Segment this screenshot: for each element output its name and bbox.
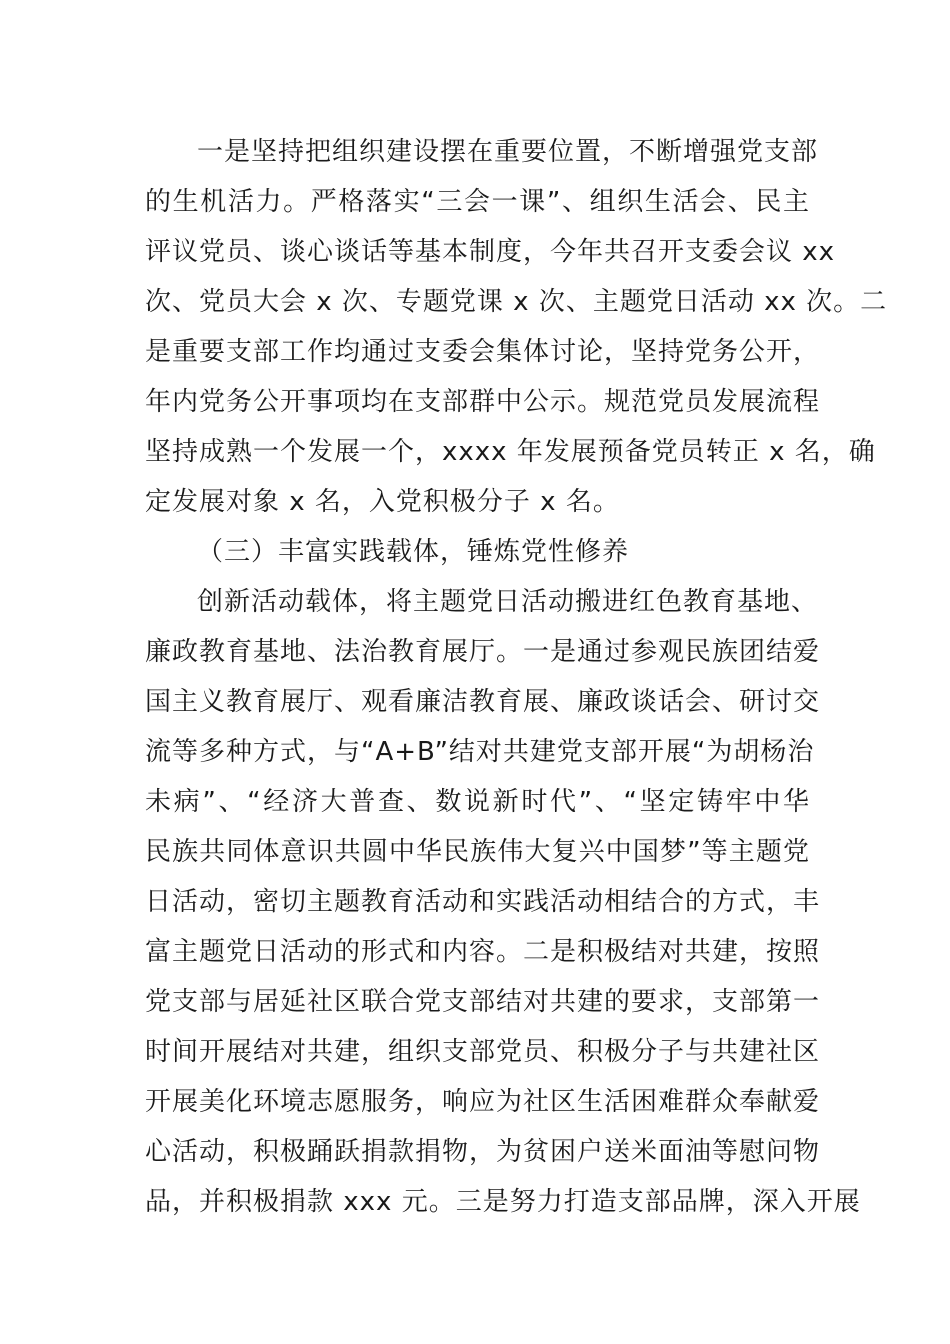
text-line: 的生机活力。严格落实“三会一课”、组织生活会、民主 (145, 187, 810, 217)
text-line: 日活动，密切主题教育活动和实践活动相结合的方式，丰 (145, 887, 821, 917)
text-line: 未病”、“经济大普查、数说新时代”、“坚定铸牢中华 (145, 787, 810, 817)
text-line: 坚持成熟一个发展一个，xxxx 年发展预备党员转正 x 名，确 (145, 437, 876, 467)
text-line: 开展美化环境志愿服务，响应为社区生活困难群众奉献爱 (145, 1087, 821, 1117)
text-line: 心活动，积极踊跃捐款捐物，为贫困户送米面油等慰问物 (145, 1137, 821, 1167)
text-line: 流等多种方式，与“A+B”结对共建党支部开展“为胡杨治 (145, 737, 815, 767)
text-line: 评议党员、谈心谈话等基本制度，今年共召开支委会议 xx (145, 237, 836, 267)
text-line: 是重要支部工作均通过支委会集体讨论，坚持党务公开， (145, 337, 821, 367)
text-line: 品，并积极捐款 xxx 元。三是努力打造支部品牌，深入开展 (145, 1187, 861, 1217)
text-line: 国主义教育展厅、观看廉洁教育展、廉政谈话会、研讨交 (145, 687, 821, 717)
text-line: 年内党务公开事项均在支部群中公示。规范党员发展流程 (145, 387, 821, 417)
text-line: 一是坚持把组织建设摆在重要位置，不断增强党支部 (197, 137, 819, 167)
section-heading: （三）丰富实践载体，锤炼党性修养 (197, 537, 630, 567)
text-line: 定发展对象 x 名，入党积极分子 x 名。 (145, 487, 620, 517)
text-line: 时间开展结对共建，组织支部党员、积极分子与共建社区 (145, 1037, 821, 1067)
text-line: 廉政教育基地、法治教育展厅。一是通过参观民族团结爱 (145, 637, 821, 667)
text-line: 党支部与居延社区联合党支部结对共建的要求，支部第一 (145, 987, 821, 1017)
text-line: 富主题党日活动的形式和内容。二是积极结对共建，按照 (145, 937, 821, 967)
text-line: 次、党员大会 x 次、专题党课 x 次、主题党日活动 xx 次。二 (145, 287, 888, 317)
text-line: 创新活动载体，将主题党日活动搬进红色教育基地、 (197, 587, 819, 617)
text-line: 民族共同体意识共圆中华民族伟大复兴中国梦”等主题党 (145, 837, 810, 867)
